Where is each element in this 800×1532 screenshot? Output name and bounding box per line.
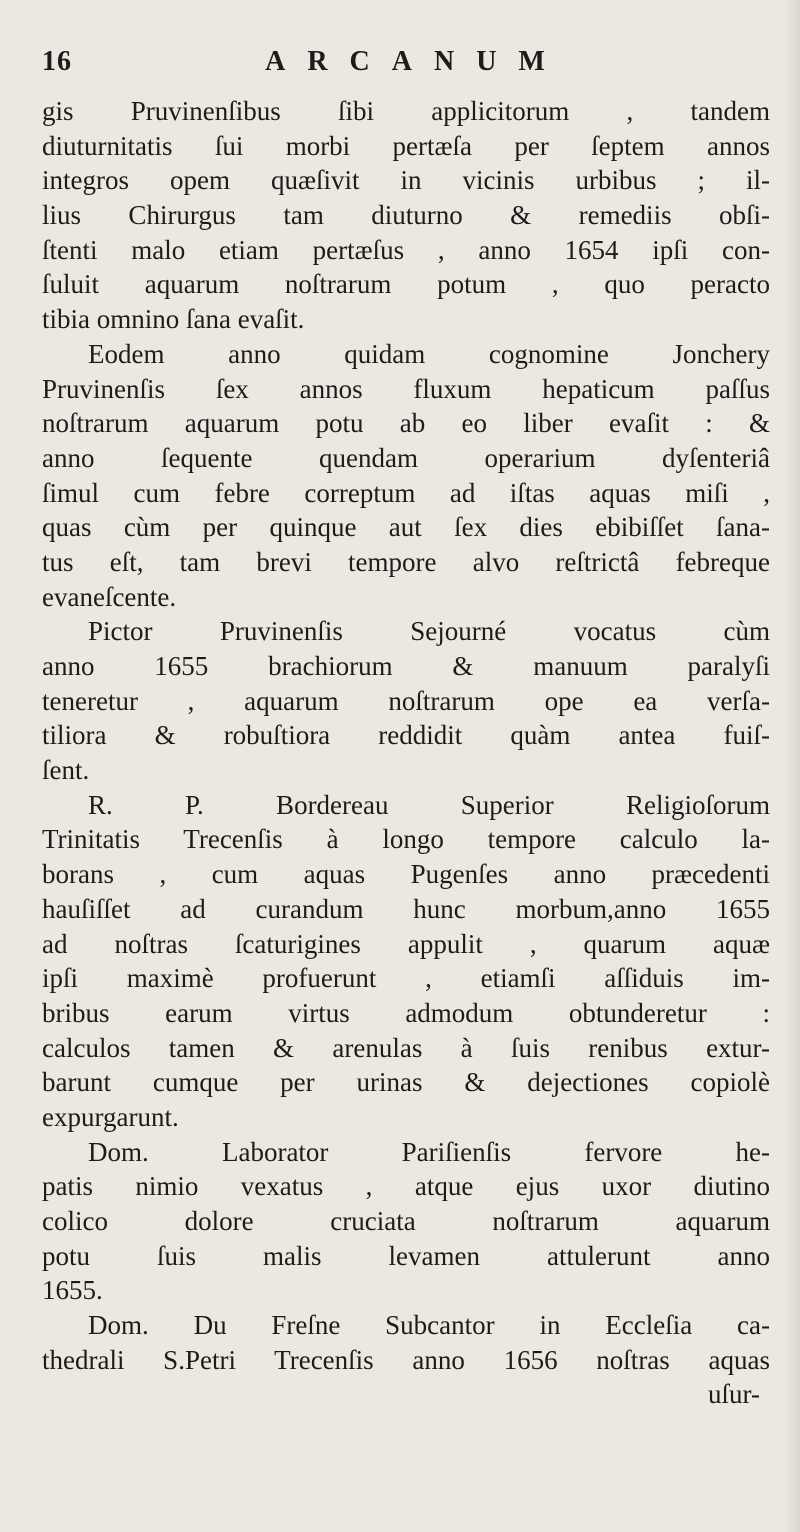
text-line: bribus earum virtus admodum obtunderetur : bbox=[42, 997, 770, 1028]
text-line: ad noſtras ſcaturigines appulit , quarum aquæ bbox=[42, 928, 770, 959]
text-line: lius Chirurgus tam diuturno & remediis obſi- bbox=[42, 200, 770, 231]
text-line: hauſiſſet ad curandum hunc morbum,anno 1655 bbox=[42, 893, 770, 924]
text-line: tibia omnino ſana evaſit. bbox=[42, 304, 305, 335]
text-line: diuturnitatis ſui morbi pertæſa per ſeptem annos bbox=[42, 130, 770, 161]
text-line: colico dolore cruciata noſtrarum aquarum bbox=[42, 1206, 770, 1236]
text-line: Trinitatis Trecenſis à longo tempore calculo la- bbox=[42, 824, 770, 855]
text-line: Pruvinenſis ſex annos fluxum hepaticum paſſus bbox=[42, 373, 770, 404]
page-edge-shadow bbox=[784, 0, 800, 1532]
text-line: evaneſcente. bbox=[42, 581, 177, 612]
running-head bbox=[42, 40, 770, 84]
text-line: expurgarunt. bbox=[42, 1101, 179, 1132]
text-line: teneretur , aquarum noſtrarum ope ea verſa- bbox=[42, 685, 770, 716]
text-line: calculos tamen & arenulas à ſuis renibus extur- bbox=[42, 1032, 770, 1063]
text-line: tus eſt, tam brevi tempore alvo reſtrictâ febreque bbox=[42, 546, 770, 577]
text-line: quas cùm per quinque aut ſex dies ebibiſſet ſana- bbox=[42, 512, 770, 543]
text-line: anno 1655 brachiorum & manuum paralyſi bbox=[42, 651, 770, 681]
text-line: tiliora & robuſtiora reddidit quàm antea fuiſ- bbox=[42, 720, 770, 751]
text-line: Eodem anno quidam cognomine Jonchery bbox=[88, 338, 770, 369]
text-line: anno ſequente quendam operarium dyſenteriâ bbox=[42, 442, 770, 473]
text-line: R. P. Bordereau Superior Religioſorum bbox=[88, 789, 770, 820]
text-line: thedrali S.Petri Trecenſis anno 1656 noſtras aquas bbox=[42, 1344, 770, 1375]
text-line: 1655. bbox=[42, 1275, 103, 1306]
text-line: noſtrarum aquarum potu ab eo liber evaſit : & bbox=[42, 408, 770, 439]
text-line: gis Pruvinenſibus ſibi applicitorum , tandem bbox=[42, 96, 770, 126]
text-line: potu ſuis malis levamen attulerunt anno bbox=[42, 1240, 770, 1271]
text-line: Dom. Du Freſne Subcantor in Eccleſia ca- bbox=[88, 1310, 770, 1341]
page-number: 16 bbox=[42, 46, 72, 77]
text-line: integros opem quæſivit in vicinis urbibus ; il- bbox=[42, 165, 770, 196]
text-line: ſtenti malo etiam pertæſus , anno 1654 ipſi con- bbox=[42, 234, 770, 265]
text-line: barunt cumque per urinas & dejectiones copiolè bbox=[42, 1067, 770, 1098]
text-line: patis nimio vexatus , atque ejus uxor diutino bbox=[42, 1171, 770, 1202]
text-line: uſur- bbox=[708, 1379, 760, 1410]
text-line: ipſi maximè profuerunt , etiamſi aſſiduis im- bbox=[42, 963, 770, 994]
text-line: Pictor Pruvinenſis Sejourné vocatus cùm bbox=[88, 616, 770, 647]
text-line: borans , cum aquas Pugenſes anno præcedenti bbox=[42, 859, 770, 890]
running-title: ARCANUM bbox=[265, 46, 567, 77]
text-line: Dom. Laborator Pariſienſis fervore he- bbox=[88, 1136, 770, 1167]
text-line: ſimul cum febre correptum ad iſtas aquas miſi , bbox=[42, 477, 770, 508]
text-line: ſent. bbox=[42, 755, 90, 786]
text-line: ſuluit aquarum noſtrarum potum , quo peracto bbox=[42, 269, 770, 300]
body-text bbox=[42, 94, 770, 1412]
